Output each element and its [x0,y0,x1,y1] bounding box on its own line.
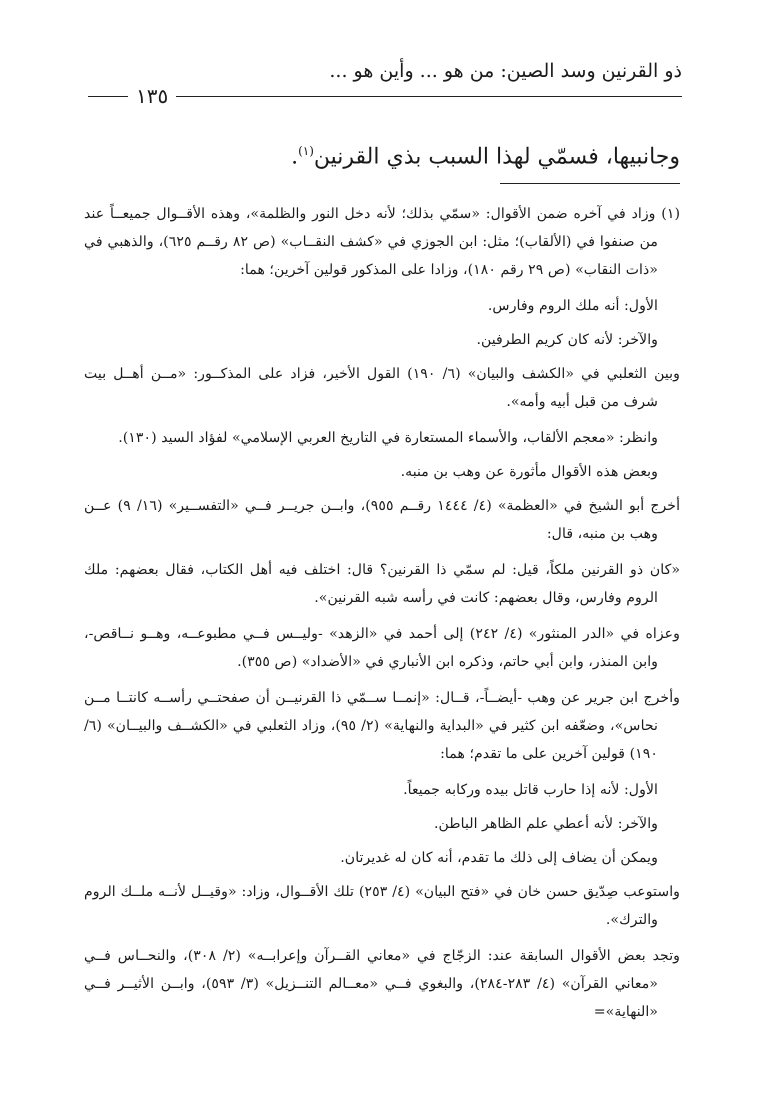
footnote-paragraph: والآخر: لأنه أعطي علم الظاهر الباطن. [434,816,658,832]
footnotes [84,200,680,1034]
footnote-paragraph: الأول: لأنه إذا حارب قاتل بيده وركابه جميعاً. [403,782,658,798]
footnote-paragraph: وانظر: «معجم الألقاب، والأسماء المستعارة في التاريخ العربي الإسلامي» لفؤاد السيد (١٣٠). [118,430,658,446]
footnote-paragraph: «كان ذو القرنين ملكاً، قيل: لم سمّي ذا القرنين؟ قال: اختلف فيه أهل الكتاب، فقال بعضهم: ملك الروم وفارس، وقال بعضهم: كانت في رأسه شبه القرنين». [84,562,680,606]
running-title: ذو القرنين وسد الصين: من هو ... وأين هو ... [329,60,682,82]
main-text [84,134,680,174]
header-rule [88,96,682,97]
footnote-paragraph: واستوعب صِدّيق حسن خان في «فتح البيان» (٤/ ٢٥٣) تلك الأقــوال، وزاد: «وقيــل لأنــه ملــك الروم والترك». [84,884,681,928]
footnote-paragraph: والآخر: لأنه كان كريم الطرفين. [476,332,658,348]
main-text-line: وجانبيها، فسمّي لهذا السبب بذي القرنين [313,144,680,170]
page-header [88,60,682,108]
footnote-paragraph: أخرج أبو الشيخ في «العظمة» (٤/ ١٤٤٤ رقــم ٩٥٥)، وابــن جريــر فــي «التفســير» (١٦/ ٩) عــن وهب بن منبه، قال: [84,498,681,542]
footnote-marker: (١) [298,144,314,158]
footnote-paragraph: ويمكن أن يضاف إلى ذلك ما تقدم، أنه كان له غديرتان. [340,850,658,866]
main-text-end: . [291,144,299,170]
footnote-paragraph: الأول: أنه ملك الروم وفارس. [487,298,658,314]
footnote-paragraph: وأخرج ابن جرير عن وهب -أيضــاً-، قــال: «إنمــا ســمّي ذا القرنيــن أن صفحتــي رأســه كانتــا مــن نحاس»، وضعّفه ابن كثير في «البداية والنهاية» (٢/ ٩٥)، وزاد الثعلبي في «الكشــف والبيــان» (٦/ ١٩٠) قولين آخرين على ما تقدم؛ هما: [84,690,680,762]
footnote-paragraph: وعزاه في «الدر المنثور» (٤/ ٢٤٢) إلى أحمد في «الزهد» -وليــس فــي مطبوعــه، وهــو نــاقص-، وابن المنذر، وابن أبي حاتم، وذكره ابن الأنباري في «الأضداد» (ص ٣٥٥). [84,626,681,670]
footnote-paragraph: وبين الثعلبي في «الكشف والبيان» (٦/ ١٩٠) القول الأخير، فزاد على المذكــور: «مــن أهــل بيت شرف من قبل أبيه وأمه». [84,366,680,410]
footnote-paragraph: وبعض هذه الأقوال مأثورة عن وهب بن منبه. [400,464,658,480]
footnote-paragraph: وتجد بعض الأقوال السابقة عند: الزجّاج في «معاني القــرآن وإعرابــه» (٢/ ٣٠٨)، والنحــاس فــي «معاني القرآن» (٤/ ٢٨٣-٢٨٤)، والبغوي فــي «معــالم التنــزيل» (٣/ ٥٩٣)، وابــن الأثيــر فــي «النهاية»= [84,948,681,1020]
footnote-separator [500,183,680,184]
footnote-paragraph: (١) وزاد في آخره ضمن الأقوال: «سمّي بذلك؛ لأنه دخل النور والظلمة»، وهذه الأقــوال جميعــاً عند من صنفوا في (الألقاب)؛ مثل: ابن الجوزي في «كشف النقــاب» (ص ٨٢ رقــم ٦٢٥)، والذهبي في «ذات النقاب» (ص ٢٩ رقم ١٨٠)، وزادا على المذكور قولين آخرين؛ هما: [84,206,680,278]
page-number: ١٣٥ [128,84,176,108]
